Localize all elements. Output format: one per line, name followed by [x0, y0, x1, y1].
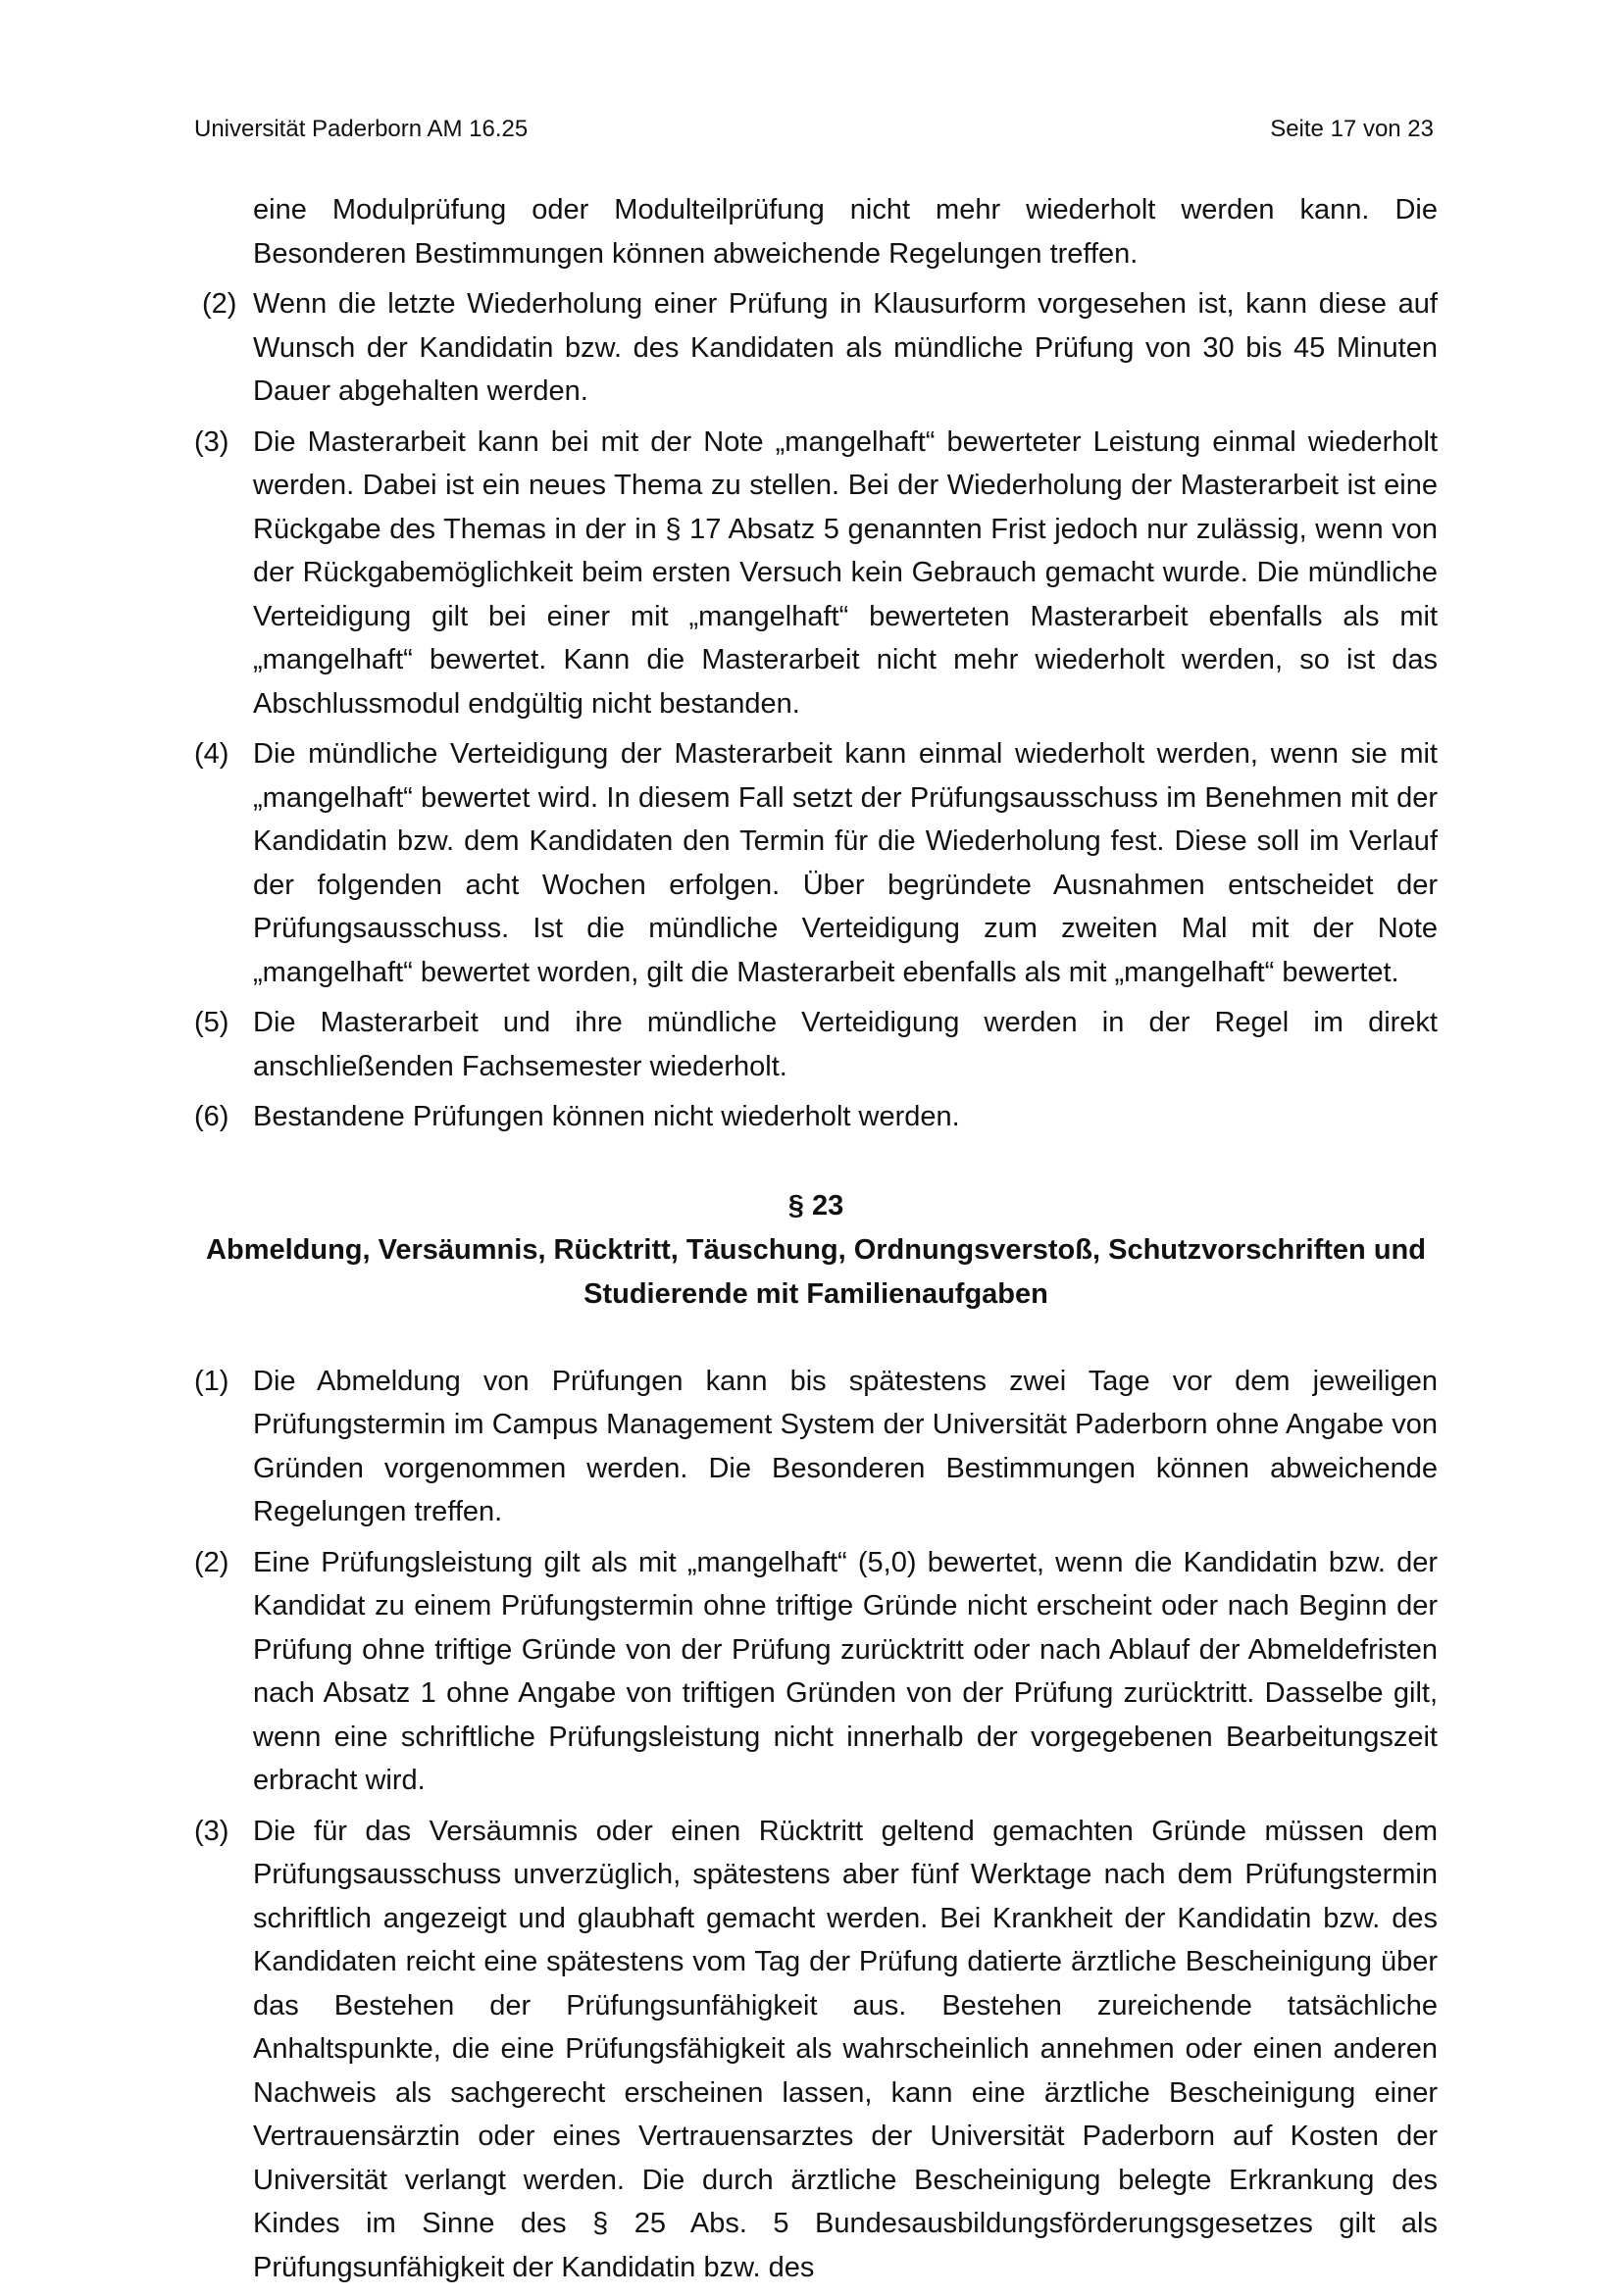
section-paragraph-3 [194, 1810, 1438, 2290]
paragraph-text: Die Abmeldung von Prüfungen kann bis spätestens zwei Tage vor dem jeweiligen Prüfungstermin im Campus Management System der Universität Paderborn ohne Angabe von Gründen vorgenommen werden. Die Besonderen Bestimmungen können abweichende Regelungen treffen. [253, 1365, 1438, 1527]
header-university: Universität Paderborn AM 16.25 [194, 116, 529, 142]
paragraph-text: Die Masterarbeit und ihre mündliche Verteidigung werden in der Regel im direkt anschließenden Fachsemester wiederholt. [253, 1007, 1438, 1082]
section-heading [194, 1184, 1438, 1317]
paragraph-text: Die für das Versäumnis oder einen Rücktritt geltend gemachten Gründe müssen dem Prüfungsausschuss unverzüglich, spätestens aber fünf Werktage nach dem Prüfungstermin schriftlich angezeigt und glaubhaft gemacht werden. Bei Krankheit der Kandidatin bzw. des Kandidaten reicht eine spätestens vom Tag der Prüfung datierte ärztliche Bescheinigung über das Bestehen der Prüfungsunfähigkeit aus. Bestehen zureichende tatsächliche Anhaltspunkte, die eine Prüfungsfähigkeit als wahrscheinlich annehmen oder einen anderen Nachweis als sachgerecht erscheinen lassen, kann eine ärztliche Bescheinigung einer Vertrauensärztin oder eines Vertrauensarztes der Universität Paderborn auf Kosten der Universität verlangt werden. Die durch ärztliche Bescheinigung belegte Erkrankung des Kindes im Sinne des § 25 Abs. 5 Bundesausbildungsförderungsgesetzes gilt als Prüfungsunfähigkeit der Kandidatin bzw. des [253, 1815, 1438, 2283]
paragraph-text: Eine Prüfungsleistung gilt als mit „mangelhaft“ (5,0) bewertet, wenn die Kandidatin bzw. der Kandidat zu einem Prüfungstermin ohne triftige Gründe nicht erscheint oder nach Beginn der Prüfung ohne triftige Gründe von der Prüfung zurücktritt oder nach Ablauf der Abmeldefristen nach Absatz 1 ohne Angabe von triftigen Gründen von der Prüfung zurücktritt. Dasselbe gilt, wenn eine schriftliche Prüfungsleistung nicht innerhalb der vorgegebenen Bearbeitungszeit erbracht wird. [253, 1546, 1438, 1796]
paragraph-number: (5) [194, 1007, 229, 1038]
paragraph-number: (6) [194, 1101, 229, 1132]
paragraph-number: (2) [194, 1546, 229, 1578]
paragraph-number: (1) [194, 1365, 229, 1397]
paragraph-text: Die Masterarbeit kann bei mit der Note „mangelhaft“ bewerteter Leistung einmal wiederholt werden. Dabei ist ein neues Thema zu stellen. Bei der Wiederholung der Masterarbeit ist eine Rückgabe des Themas in der in § 17 Absatz 5 genannten Frist jedoch nur zulässig, wenn von der Rückgabemöglichkeit beim ersten Versuch kein Gebrauch gemacht wurde. Die mündliche Verteidigung gilt bei einer mit „mangelhaft“ bewerteten Masterarbeit ebenfalls als mit „mangelhaft“ bewertet. Kann die Masterarbeit nicht mehr wiederholt werden, so ist das Abschlussmodul endgültig nicht bestanden. [253, 425, 1438, 720]
paragraph-4 [194, 732, 1438, 994]
continuation-paragraph: eine Modulprüfung oder Modulteilprüfung nicht mehr wiederholt werden kann. Die Besonderen Bestimmungen können abweichende Regelungen treffen. [253, 194, 1438, 270]
section-paragraph-1 [194, 1360, 1438, 1534]
section-title: Abmeldung, Versäumnis, Rücktritt, Täuschung, Ordnungsverstoß, Schutzvorschriften und Studierende mit Familienaufgaben [206, 1233, 1426, 1310]
paragraph-number: (4) [194, 738, 229, 770]
header-page-number: Seite 17 von 23 [1270, 116, 1434, 142]
paragraph-text: Wenn die letzte Wiederholung einer Prüfung in Klausurform vorgesehen ist, kann diese auf Wunsch der Kandidatin bzw. des Kandidaten als mündliche Prüfung von 30 bis 45 Minuten Dauer abgehalten werden. [253, 288, 1438, 407]
section-number: § 23 [787, 1189, 844, 1222]
paragraph-3 [194, 421, 1438, 726]
paragraph-text: Die mündliche Verteidigung der Masterarbeit kann einmal wiederholt werden, wenn sie mit „mangelhaft“ bewertet wird. In diesem Fall setzt der Prüfungsausschuss im Benehmen mit der Kandidatin bzw. dem Kandidaten den Termin für die Wiederholung fest. Diese soll im Verlauf der folgenden acht Wochen erfolgen. Über begründete Ausnahmen entscheidet der Prüfungsausschuss. Ist die mündliche Verteidigung zum zweiten Mal mit der Note „mangelhaft“ bewertet worden, gilt die Masterarbeit ebenfalls als mit „mangelhaft“ bewertet. [253, 738, 1438, 988]
section-paragraph-2 [194, 1541, 1438, 1803]
page-header [194, 114, 1434, 145]
paragraph-2 [194, 282, 1438, 414]
paragraph-5 [194, 1001, 1438, 1088]
paragraph-number: (3) [194, 1815, 229, 1847]
paragraph-number: (2) [202, 288, 237, 320]
page-body [194, 188, 1438, 2296]
paragraph-number: (3) [194, 425, 229, 458]
paragraph-6 [194, 1095, 1438, 1139]
paragraph-text: Bestandene Prüfungen können nicht wiederholt werden. [253, 1101, 960, 1132]
